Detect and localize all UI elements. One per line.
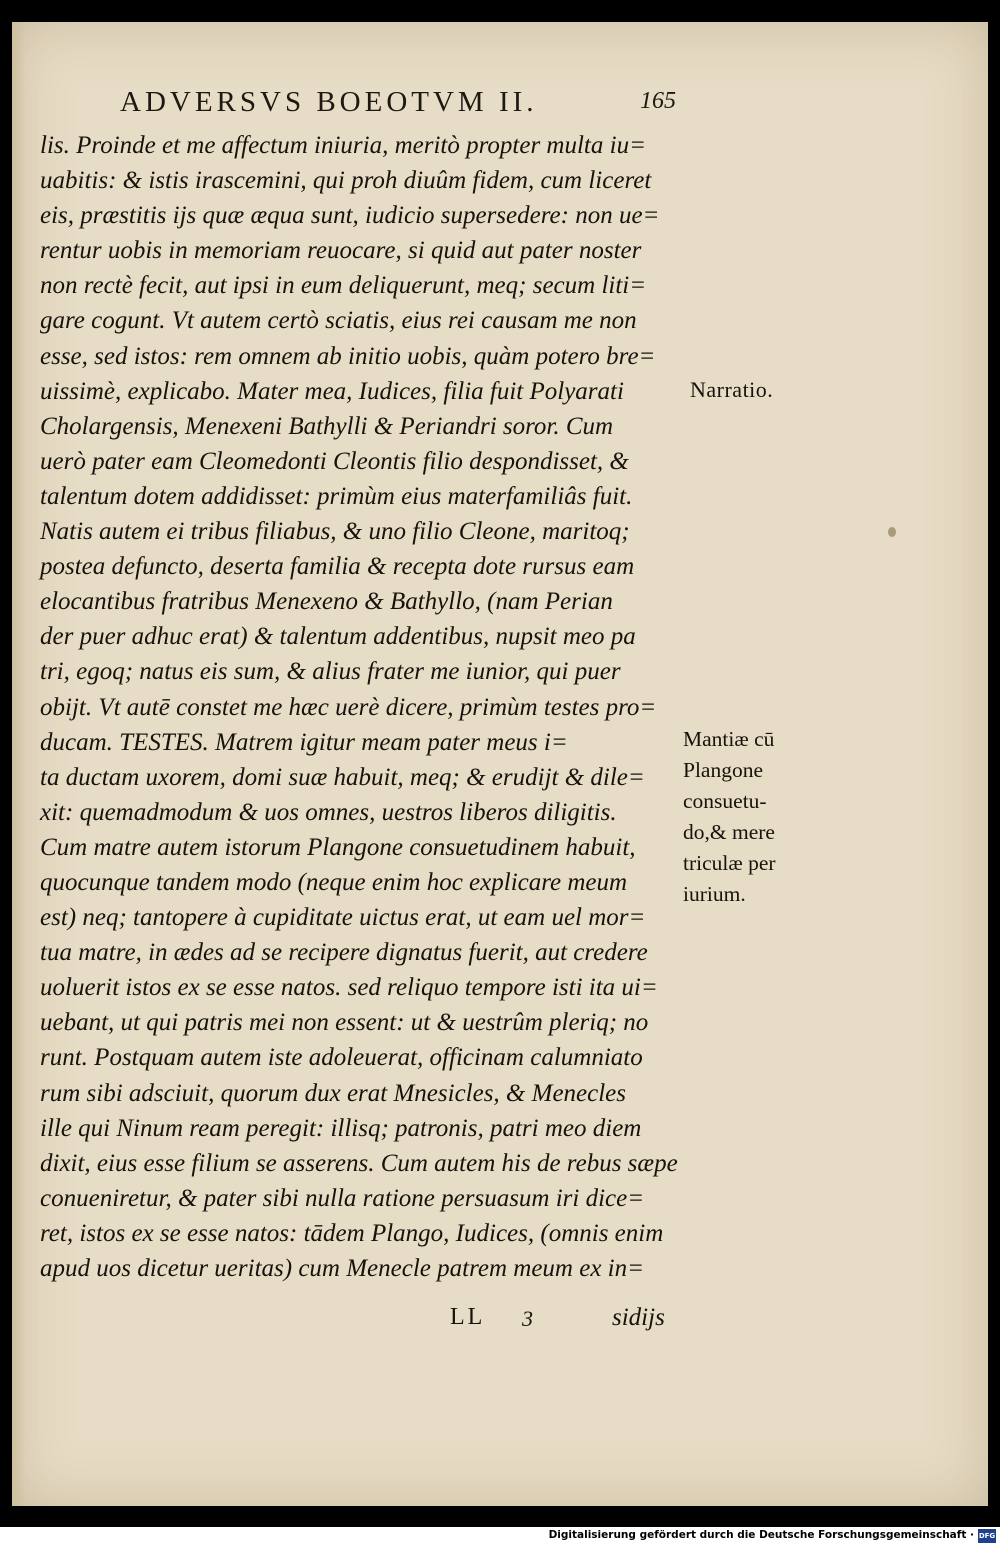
text-line: non rectè fecit, aut ipsi in eum deliquerunt, meq; secum liti= <box>40 272 647 300</box>
text-line: ret, istos ex se esse natos: tādem Plango, Iudices, (omnis enim <box>40 1219 664 1247</box>
text-line: quocunque tandem modo (neque enim hoc explicare meum <box>40 868 628 896</box>
text-line: tua matre, in ædes ad se recipere dignatus fuerit, aut credere <box>40 939 648 967</box>
text-line: uissimè, explicabo. Mater mea, Iudices, filia fuit Polyarati <box>40 377 624 405</box>
page-header <box>120 82 720 122</box>
text-line: uoluerit istos ex se esse natos. sed reliquo tempore isti ita ui= <box>40 974 658 1002</box>
text-line: apud uos dicetur ueritas) cum Menecle patrem meum ex in= <box>40 1255 644 1282</box>
paper-stain <box>888 527 896 537</box>
text-line: der puer adhuc erat) & talentum addentibus, nupsit meo pa <box>40 623 636 651</box>
text-line: ille qui Ninum ream peregit: illisq; patronis, patri meo diem <box>40 1114 642 1142</box>
text-line: dixit, eius esse filium se asserens. Cum autem his de rebus sæpe <box>40 1149 678 1177</box>
signature-mark: LL <box>450 1304 486 1330</box>
text-line: est) neq; tantopere à cupiditate uictus erat, ut eam uel mor= <box>40 904 646 932</box>
page-number: 165 <box>640 88 676 114</box>
text-line: Cholargensis, Menexeni Bathylli & Periandri soror. Cum <box>40 412 614 440</box>
margin-note-mantiae <box>683 724 776 910</box>
dfg-logo[interactable]: DFG <box>978 1529 996 1543</box>
text-line: Cum matre autem istorum Plangone consuetudinem habuit, <box>40 833 636 861</box>
text-line: elocantibus fratribus Menexeno & Bathyllo, (nam Perian <box>40 588 613 616</box>
main-text-block <box>40 128 690 1286</box>
text-line: runt. Postquam autem iste adoleuerat, officinam calumniato <box>40 1044 643 1072</box>
running-head: ADVERSVS BOEOTVM II. <box>120 85 538 118</box>
text-line: obijt. Vt autē constet me hæc uerè dicere, primùm testes pro= <box>40 693 657 721</box>
margin-note-narratio: Narratio. <box>690 377 774 402</box>
margin-note-line: triculæ per <box>683 851 776 875</box>
text-line: postea defuncto, deserta familia & recepta dote rursus eam <box>40 553 635 581</box>
digitization-credit-bar <box>0 1527 1000 1546</box>
text-line: rentur uobis in memoriam reuocare, si quid aut pater noster <box>40 237 642 265</box>
text-line: xit: quemadmodum & uos omnes, uestros liberos diligitis. <box>40 798 617 826</box>
text-line: talentum dotem addidisset: primùm eius materfamiliâs fuit. <box>40 482 633 510</box>
text-line: uebant, ut qui patris mei non essent: ut & uestrûm pleriq; no <box>40 1009 649 1037</box>
text-line: eis, præstitis ijs quæ æqua sunt, iudicio supersedere: non ue= <box>40 202 660 230</box>
text-line: tri, egoq; natus eis sum, & alius frater me iunior, qui puer <box>40 658 621 686</box>
text-line: gare cogunt. Vt autem certò sciatis, eius rei causam me non <box>40 307 637 335</box>
text-line: Natis autem ei tribus filiabus, & uno filio Cleone, maritoq; <box>40 518 630 546</box>
page-gutter-shadow <box>12 22 26 1506</box>
text-line: esse, sed istos: rem omnem ab initio uobis, quàm potero bre= <box>40 342 656 370</box>
margin-note-line: Plangone <box>683 758 764 782</box>
text-line: rum sibi adsciuit, quorum dux erat Mnesicles, & Menecles <box>40 1079 627 1107</box>
text-line: conueniretur, & pater sibi nulla ratione persuasum iri dice= <box>40 1184 645 1212</box>
text-line: lis. Proinde et me affectum iniuria, meritò propter multa iu= <box>40 132 646 159</box>
text-line: ducam. TESTES. Matrem igitur meam pater meus i= <box>40 728 568 756</box>
margin-note-line: iurium. <box>683 882 746 906</box>
margin-note-line: do,& mere <box>683 820 775 844</box>
text-line: uabitis: & istis irascemini, qui proh diuûm fidem, cum liceret <box>40 167 652 195</box>
signature-number: 3 <box>522 1306 533 1331</box>
margin-note-line: Mantiæ cū <box>683 727 775 751</box>
credit-text: Digitalisierung gefördert durch die Deutsche Forschungsgemeinschaft · <box>548 1529 974 1541</box>
text-line: uerò pater eam Cleomedonti Cleontis filio despondisset, & <box>40 447 629 475</box>
catchword: sidijs <box>612 1304 665 1331</box>
page-footer <box>40 1300 690 1340</box>
text-line: ta ductam uxorem, domi suæ habuit, meq; & erudijt & dile= <box>40 763 645 791</box>
margin-note-line: consuetu- <box>683 789 767 813</box>
